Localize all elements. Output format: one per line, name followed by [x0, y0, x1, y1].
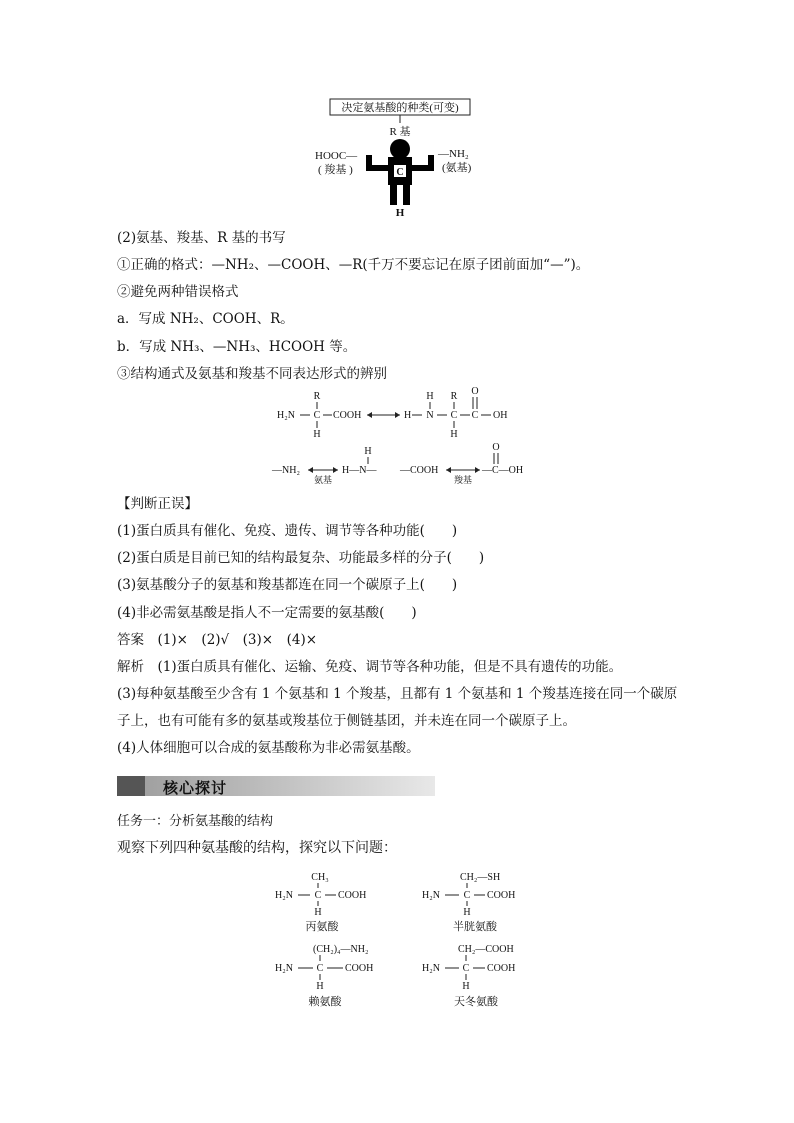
svg-text:COOH: COOH [487, 890, 516, 901]
amino-group: —NH₂ [438, 148, 469, 160]
svg-text:R: R [450, 391, 458, 402]
task-intro: 观察下列四种氨基酸的结构，探究以下问题： [117, 840, 397, 856]
carbon-atom: C [396, 167, 404, 178]
svg-text:C: C [462, 963, 470, 974]
carboxyl-group: HOOC— [315, 150, 358, 162]
judge-heading: 【判断正误】 [117, 496, 198, 512]
question-1: (1)蛋白质具有催化、免疫、遗传、调节等各种功能( ) [117, 523, 458, 539]
hydrogen-atom: H [395, 207, 405, 219]
general-formula-figure [270, 386, 540, 486]
correct-format: ①正确的格式：—NH₂、—COOH、—R(千万不要忘记在原子团前面加“—”)。 [117, 257, 590, 273]
svg-text:C: C [471, 410, 479, 421]
svg-text:COOH: COOH [487, 963, 516, 974]
svg-text:C: C [314, 890, 322, 901]
svg-text:CH₂—SH: CH₂—SH [460, 872, 501, 883]
svg-text:CH₂—COOH: CH₂—COOH [458, 944, 514, 955]
question-4: (4)非必需氨基酸是指人不一定需要的氨基酸( ) [117, 605, 417, 621]
svg-text:H₂N: H₂N [275, 890, 293, 901]
svg-text:H₂N: H₂N [422, 890, 440, 901]
aspartic-acid-structure [422, 944, 515, 1008]
carboxyl-label: 羧基 [453, 475, 473, 485]
task-title: 任务一：分析氨基酸的结构 [117, 814, 274, 829]
amino-label: 氨基 [313, 475, 333, 485]
amino-acid-structure-figure [300, 95, 500, 220]
analysis-3b: 子上，也有可能有多的氨基或羧基位于侧链基团，并未连在同一个碳原子上。 [117, 713, 576, 729]
answer-line: 答案 (1)× (2)√ (3)× (4)× [117, 632, 318, 648]
peptide-h: H [404, 410, 412, 421]
structure-distinction: ③结构通式及氨基和羧基不同表达形式的辨别 [117, 366, 387, 382]
amino-caption: (氨基) [442, 162, 472, 174]
cysteine-name: 半胱氨酸 [453, 921, 497, 933]
analysis-4: (4)人体细胞可以合成的氨基酸称为非必需氨基酸。 [117, 740, 420, 756]
amino-form-2: H—N— [342, 465, 377, 476]
formula-cooh: COOH [333, 410, 362, 421]
lysine-name: 赖氨酸 [308, 996, 342, 1008]
question-3: (3)氨基酸分子的氨基和羧基都连在同一个碳原子上( ) [117, 577, 458, 593]
svg-text:O: O [492, 442, 500, 453]
svg-text:H₂N: H₂N [275, 963, 293, 974]
svg-text:H: H [450, 429, 458, 440]
carboxyl-form-2: —C—OH [482, 465, 524, 476]
svg-text:H: H [316, 981, 324, 992]
alanine-name: 丙氨酸 [305, 921, 339, 933]
alanine-structure [275, 872, 366, 933]
svg-text:H: H [364, 446, 372, 457]
section-title-marker [117, 776, 145, 796]
svg-text:H₂N: H₂N [422, 963, 440, 974]
question-2: (2)蛋白质是目前已知的结构最复杂、功能最多样的分子( ) [117, 550, 485, 566]
svg-text:H: H [314, 907, 322, 918]
variable-label: 决定氨基酸的种类(可变) [341, 102, 459, 114]
r-group-head [390, 139, 410, 159]
svg-text:CH₃: CH₃ [311, 872, 329, 883]
formula-h2n: H₂N [277, 410, 295, 421]
carboxyl-form-1: —COOH [400, 465, 439, 476]
peptide-n: N [426, 410, 434, 421]
svg-text:O: O [471, 386, 479, 397]
section-title: 核心探讨 [163, 779, 228, 797]
svg-text:OH: OH [493, 410, 508, 421]
error-b: b．写成 NH₃、—NH₃、HCOOH 等。 [117, 339, 357, 355]
svg-text:C: C [450, 410, 458, 421]
analysis-1: 解析 (1)蛋白质具有催化、运输、免疫、调节等各种功能，但是不具有遗传的功能。 [117, 659, 623, 675]
section-heading: (2)氨基、羧基、R 基的书写 [117, 230, 286, 246]
formula-h: H [313, 429, 321, 440]
carboxyl-caption: ( 羧基 ) [318, 164, 353, 176]
amino-form-1: —NH₂ [272, 465, 300, 476]
r-group-label: R 基 [389, 126, 411, 138]
svg-text:(CH₂)₄—NH₂: (CH₂)₄—NH₂ [313, 944, 369, 955]
svg-text:H: H [462, 981, 470, 992]
svg-text:COOH: COOH [338, 890, 367, 901]
svg-text:H: H [426, 391, 434, 402]
aspartic-acid-name: 天冬氨酸 [454, 996, 498, 1008]
formula-r: R [313, 391, 321, 402]
svg-text:H: H [463, 907, 471, 918]
lysine-structure [275, 944, 373, 1008]
svg-text:COOH: COOH [345, 963, 374, 974]
avoid-errors: ②避免两种错误格式 [117, 284, 239, 300]
amino-acids-figure [270, 866, 540, 1016]
svg-text:C: C [316, 963, 324, 974]
cysteine-structure [422, 872, 515, 933]
section-title-bar [117, 776, 435, 796]
error-a: a．写成 NH₂、COOH、R。 [117, 311, 294, 327]
formula-c: C [313, 410, 321, 421]
analysis-3a: (3)每种氨基酸至少含有 1 个氨基和 1 个羧基，且都有 1 个氨基和 1 个羧基连接在同一个碳原 [117, 686, 678, 702]
svg-text:C: C [463, 890, 471, 901]
